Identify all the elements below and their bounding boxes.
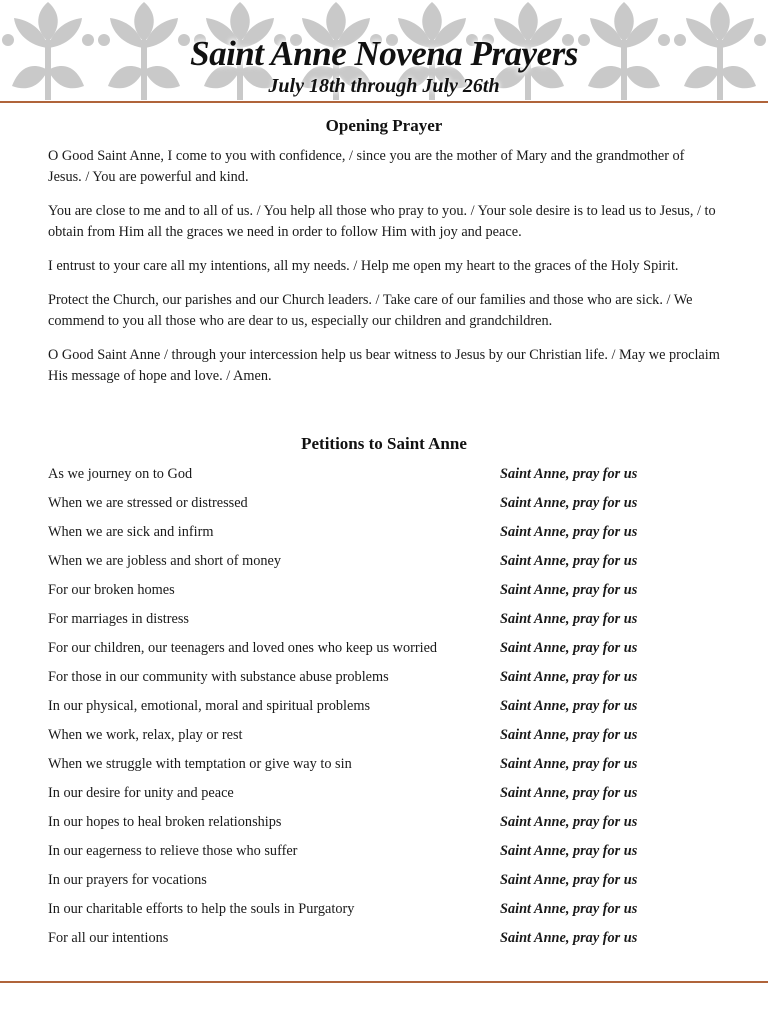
petition-response: Saint Anne, pray for us (500, 901, 638, 917)
petition-text: When we work, relax, play or rest (48, 727, 243, 743)
footer-divider (0, 981, 768, 983)
petition-response: Saint Anne, pray for us (500, 466, 638, 482)
petition-row (48, 464, 720, 493)
petition-text: In our desire for unity and peace (48, 785, 234, 801)
petition-response: Saint Anne, pray for us (500, 553, 638, 569)
petition-text: For our children, our teenagers and loved ones who keep us worried (48, 640, 438, 656)
petition-response: Saint Anne, pray for us (500, 814, 638, 830)
petition-row (48, 754, 720, 783)
petition-text: For those in our community with substance abuse problems (48, 669, 389, 685)
petition-response: Saint Anne, pray for us (500, 495, 638, 511)
petition-text: As we journey on to God (48, 466, 193, 482)
prayer-paragraph: O Good Saint Anne / through your intercession help us bear witness to Jesus by our Christian life. / May we proclaim His message of hope and love. / Amen. (48, 347, 720, 384)
petition-response: Saint Anne, pray for us (500, 756, 638, 772)
petition-text: In our eagerness to relieve those who suffer (48, 843, 298, 859)
prayer-paragraph: O Good Saint Anne, I come to you with confidence, / since you are the mother of Mary and the grandmother of Jesus. / You are powerful and kind. (48, 148, 685, 185)
header-banner (0, 0, 768, 103)
petition-row (48, 493, 720, 522)
prayer-paragraph: You are close to me and to all of us. / You help all those who pray to you. / Your sole desire is to lead us to Jesus, / to obtain from Him all the graces we need in order to follow Him with joy and peace. (48, 203, 716, 240)
petition-response: Saint Anne, pray for us (500, 785, 638, 801)
petition-response: Saint Anne, pray for us (500, 698, 638, 714)
petition-response: Saint Anne, pray for us (500, 843, 638, 859)
petition-row (48, 667, 720, 696)
petition-response: Saint Anne, pray for us (500, 669, 638, 685)
prayer-paragraph: Protect the Church, our parishes and our Church leaders. / Take care of our families and those who are sick. / We commend to you all those who are dear to us, especially our children and grandchildren. (48, 292, 693, 329)
petition-text: When we are stressed or distressed (48, 495, 248, 511)
prayer-paragraph: I entrust to your care all my intentions, all my needs. / Help me open my heart to the graces of the Holy Spirit. (48, 258, 679, 274)
petition-response: Saint Anne, pray for us (500, 582, 638, 598)
header-divider (0, 101, 768, 103)
page-subtitle: July 18th through July 26th (268, 75, 500, 97)
petition-response: Saint Anne, pray for us (500, 524, 638, 540)
opening-prayer-body (48, 146, 720, 400)
petition-response: Saint Anne, pray for us (500, 640, 638, 656)
page-title: Saint Anne Novena Prayers (190, 34, 578, 73)
petition-response: Saint Anne, pray for us (500, 727, 638, 743)
petition-row (48, 580, 720, 609)
petitions-list (48, 464, 720, 957)
petition-text: For our broken homes (48, 582, 175, 598)
petition-text: In our charitable efforts to help the souls in Purgatory (48, 901, 355, 917)
petition-row (48, 551, 720, 580)
petition-text: In our physical, emotional, moral and spiritual problems (48, 698, 371, 714)
petition-text: For all our intentions (48, 930, 169, 946)
petition-row (48, 899, 720, 928)
petition-text: In our hopes to heal broken relationships (48, 814, 282, 830)
petition-row (48, 928, 720, 957)
petition-text: When we are sick and infirm (48, 524, 214, 540)
opening-prayer-heading: Opening Prayer (325, 116, 443, 135)
petition-row (48, 870, 720, 899)
petition-row (48, 638, 720, 667)
petition-text: For marriages in distress (48, 611, 189, 627)
petition-row (48, 725, 720, 754)
petition-row (48, 783, 720, 812)
petition-row (48, 522, 720, 551)
petition-row (48, 609, 720, 638)
petition-text: When we struggle with temptation or give way to sin (48, 756, 352, 772)
petition-text: In our prayers for vocations (48, 872, 207, 888)
petition-row (48, 812, 720, 841)
petition-response: Saint Anne, pray for us (500, 930, 638, 946)
petition-row (48, 841, 720, 870)
petition-response: Saint Anne, pray for us (500, 872, 638, 888)
petitions-heading: Petitions to Saint Anne (301, 434, 467, 453)
petition-text: When we are jobless and short of money (48, 553, 282, 569)
petition-row (48, 696, 720, 725)
petition-response: Saint Anne, pray for us (500, 611, 638, 627)
